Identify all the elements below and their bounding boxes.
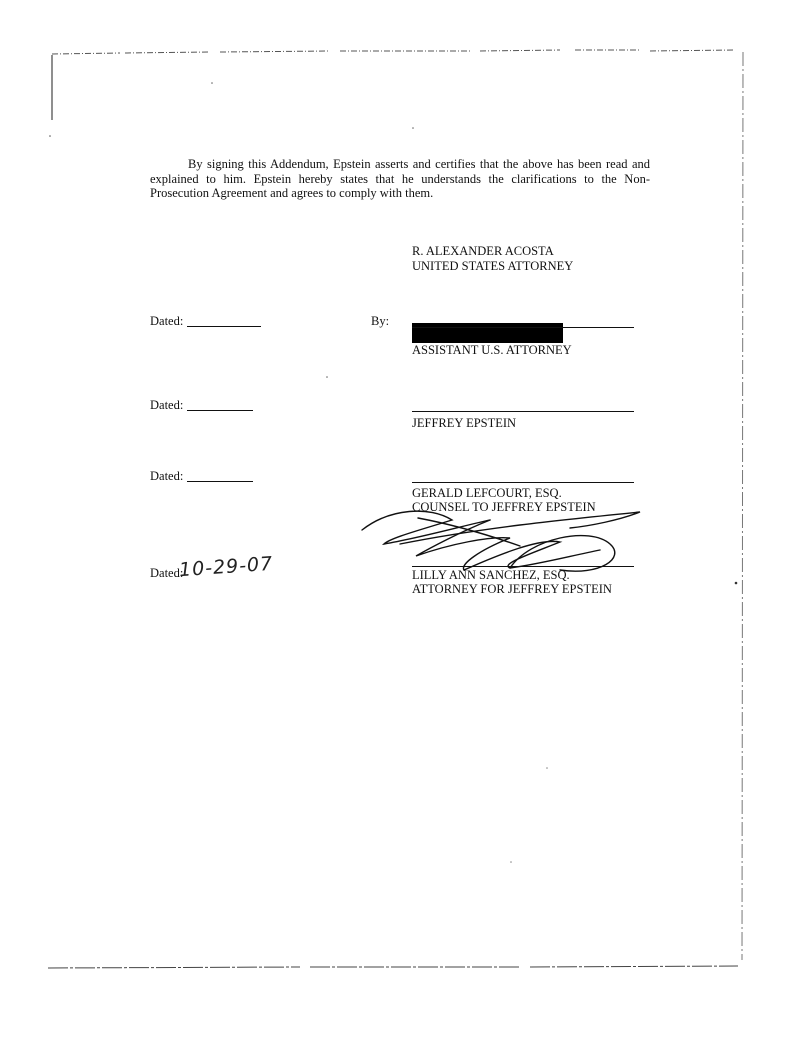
- signer-name: JEFFREY EPSTEIN: [412, 416, 517, 430]
- us-attorney-name: R. ALEXANDER ACOSTA: [412, 244, 554, 258]
- by-label: By:: [371, 314, 390, 328]
- acknowledgement-paragraph: By signing this Addendum, Epstein asserts and certifies that the above has been read and explained to him. Epstein hereby states that he understands the clarifications to the Non-Prosecution Agreement and agrees to comply with them.: [150, 157, 650, 200]
- date-line: [187, 410, 253, 411]
- signer-name: LILLY ANN SANCHEZ, ESQ.: [412, 568, 570, 582]
- dated-label: Dated:: [150, 469, 184, 483]
- handwritten-date: 10-29-07: [178, 552, 274, 582]
- date-line: [187, 481, 253, 482]
- signer-title: ASSISTANT U.S. ATTORNEY: [412, 343, 572, 357]
- signature-line: [412, 411, 634, 412]
- redacted-name-bar: [412, 323, 563, 343]
- signature-line: [412, 482, 634, 483]
- signer-title: ATTORNEY FOR JEFFREY EPSTEIN: [412, 582, 612, 596]
- signer-title: COUNSEL TO JEFFREY EPSTEIN: [412, 500, 596, 514]
- dated-label: Dated:: [150, 398, 184, 412]
- signer-name: GERALD LEFCOURT, ESQ.: [412, 486, 562, 500]
- date-line: [187, 326, 261, 327]
- us-attorney-title: UNITED STATES ATTORNEY: [412, 259, 574, 273]
- dated-label: Dated:: [150, 566, 184, 580]
- signature-line: [412, 327, 634, 328]
- dated-label: Dated:: [150, 314, 184, 328]
